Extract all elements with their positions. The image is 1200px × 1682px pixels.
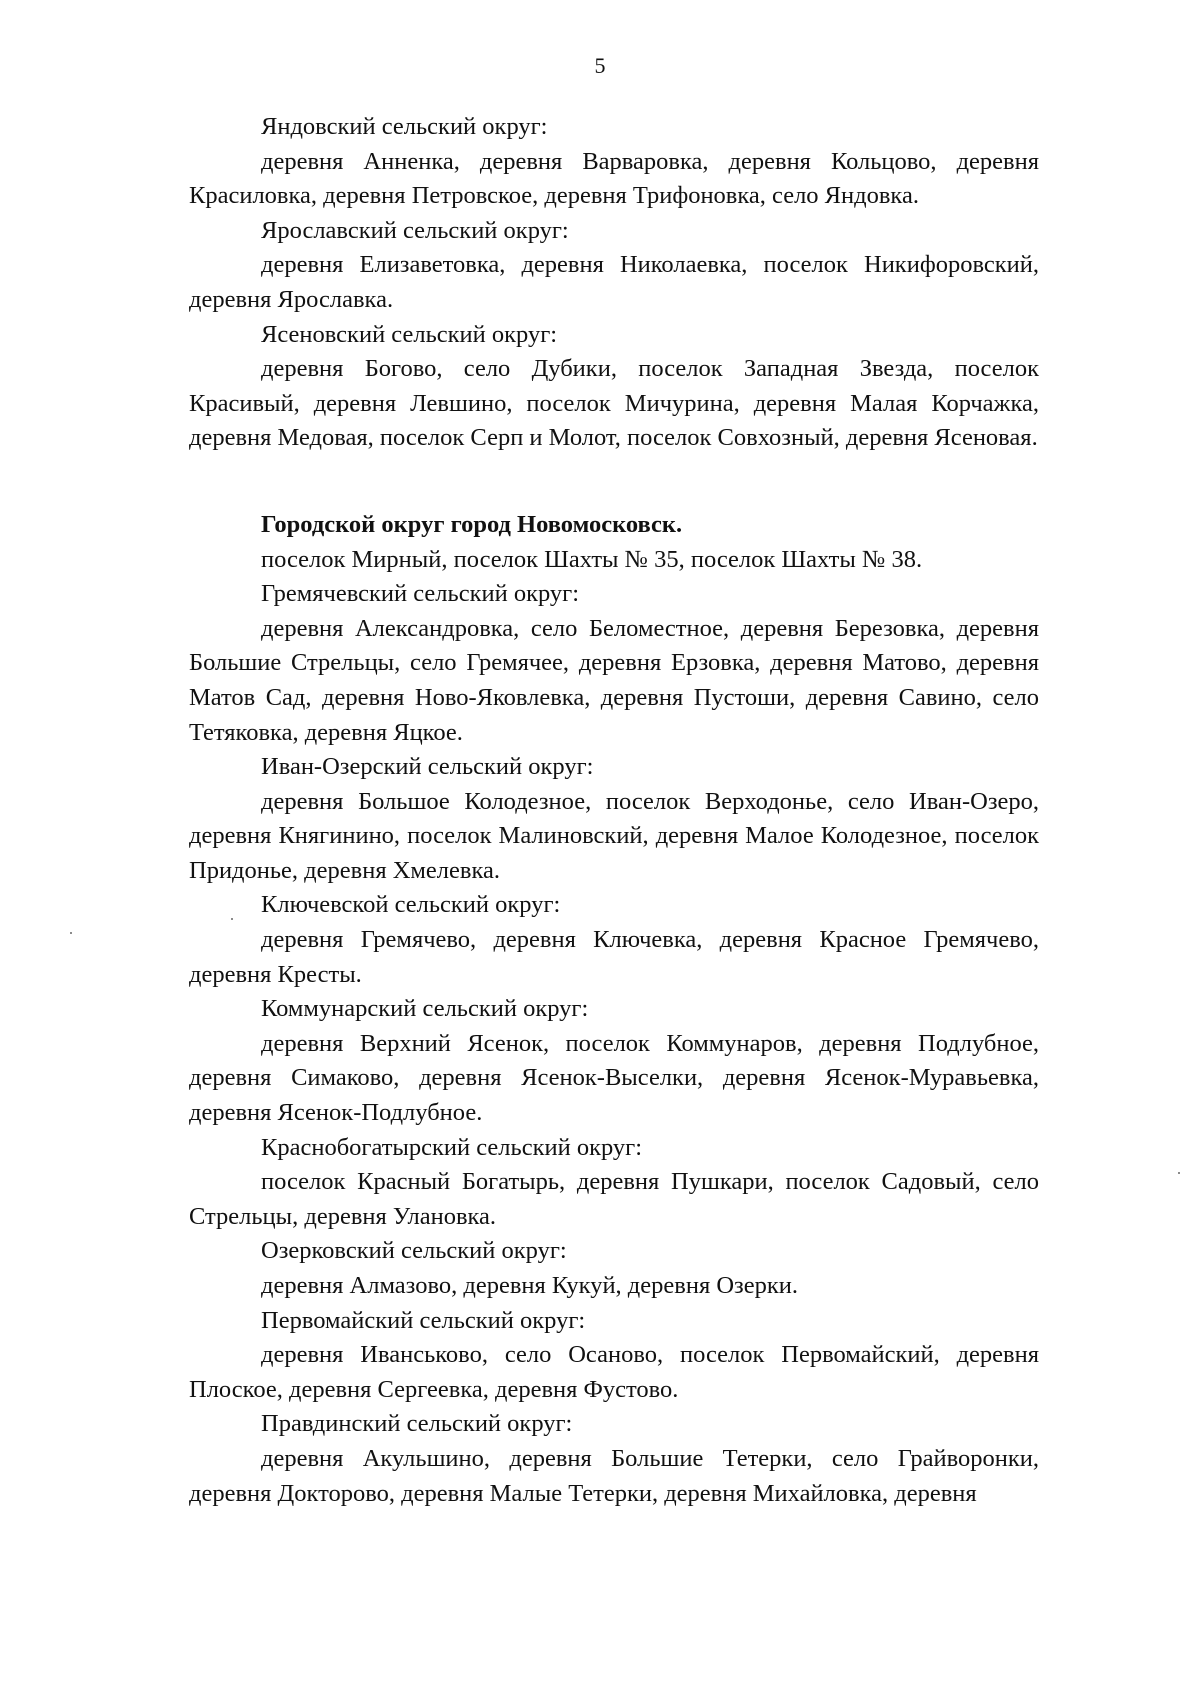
section-text: деревня Верхний Ясенок, поселок Коммунаров, деревня Подлубное, деревня Симаково, деревня Ясенок-Выселки, деревня Ясенок-Муравьевка, деревня Ясенок-Подлубное.	[189, 1029, 1039, 1127]
section-yasenovsky	[189, 318, 1039, 456]
section-krasnobogatyrsky	[189, 1131, 1039, 1235]
city-district-block	[189, 508, 1039, 577]
paragraph-gap	[189, 456, 1039, 508]
section-heading: Ясеновский сельский округ:	[261, 320, 558, 348]
section-heading: Озерковский сельский округ:	[261, 1237, 567, 1265]
section-heading: Краснобогатырский сельский округ:	[261, 1133, 643, 1161]
section-pravdinsky	[189, 1407, 1039, 1511]
document-body	[189, 110, 1039, 1511]
city-district-intro: поселок Мирный, поселок Шахты № 35, поселок Шахты № 38.	[261, 545, 923, 573]
section-text: деревня Елизаветовка, деревня Николаевка, поселок Никифоровский, деревня Ярославка.	[189, 251, 1039, 313]
section-text: деревня Богово, село Дубики, поселок Западная Звезда, поселок Красивый, деревня Левшино, поселок Мичурина, деревня Малая Корчажка, деревня Медовая, поселок Серп и Молот, поселок Совхозный, деревня Ясеновая.	[189, 355, 1039, 452]
section-heading: Ярославский сельский округ:	[261, 216, 569, 244]
section-text: деревня Гремячево, деревня Ключевка, деревня Красное Гремячево, деревня Кресты.	[189, 926, 1039, 988]
section-heading: Ключевской сельский округ:	[261, 891, 561, 919]
section-text: поселок Красный Богатырь, деревня Пушкари, поселок Садовый, село Стрельцы, деревня Улановка.	[189, 1168, 1039, 1230]
section-heading: Первомайский сельский округ:	[261, 1306, 586, 1334]
section-heading: Иван-Озерский сельский округ:	[261, 753, 594, 781]
section-kommunarsky	[189, 992, 1039, 1130]
section-text: деревня Иванськово, село Осаново, поселок Первомайский, деревня Плоское, деревня Сергеевка, деревня Фустово.	[189, 1341, 1039, 1403]
section-heading: Правдинский сельский округ:	[261, 1410, 573, 1438]
section-pervomaysky	[189, 1304, 1039, 1408]
section-heading: Гремячевский сельский округ:	[261, 580, 580, 608]
scan-speck	[70, 932, 72, 934]
section-yaroslavsky	[189, 214, 1039, 318]
scan-speck	[231, 918, 233, 920]
section-klyuchevskoy	[189, 888, 1039, 992]
section-text: деревня Большое Колодезное, поселок Верходонье, село Иван-Озеро, деревня Княгинино, поселок Малиновский, деревня Малое Колодезное, поселок Придонье, деревня Хмелевка.	[189, 787, 1039, 884]
section-ivan-ozersky	[189, 750, 1039, 888]
page-number: 5	[594, 53, 606, 78]
section-gremyachevsky	[189, 577, 1039, 750]
section-heading: Коммунарский сельский округ:	[261, 995, 589, 1023]
section-heading: Яндовский сельский округ:	[261, 113, 548, 140]
section-text: деревня Александровка, село Беломестное, деревня Березовка, деревня Большие Стрельцы, село Гремячее, деревня Ерзовка, деревня Матово, деревня Матов Сад, деревня Ново-Яковлевка, деревня Пустоши, деревня Савино, село Тетяковка, деревня Яцкое.	[189, 614, 1039, 746]
section-text: деревня Алмазово, деревня Кукуй, деревня Озерки.	[261, 1272, 798, 1299]
section-yandovsky	[189, 110, 1039, 214]
city-district-title: Городской округ город Новомосковск.	[261, 510, 683, 538]
section-ozerkovsky	[189, 1234, 1039, 1303]
section-text: деревня Анненка, деревня Варваровка, деревня Кольцово, деревня Красиловка, деревня Петровское, деревня Трифоновка, село Яндовка.	[189, 147, 1039, 210]
scan-speck	[1178, 1172, 1180, 1174]
section-text: деревня Акульшино, деревня Большие Тетерки, село Грайворонки, деревня Докторово, деревня Малые Тетерки, деревня Михайловка, деревня	[189, 1444, 1039, 1507]
